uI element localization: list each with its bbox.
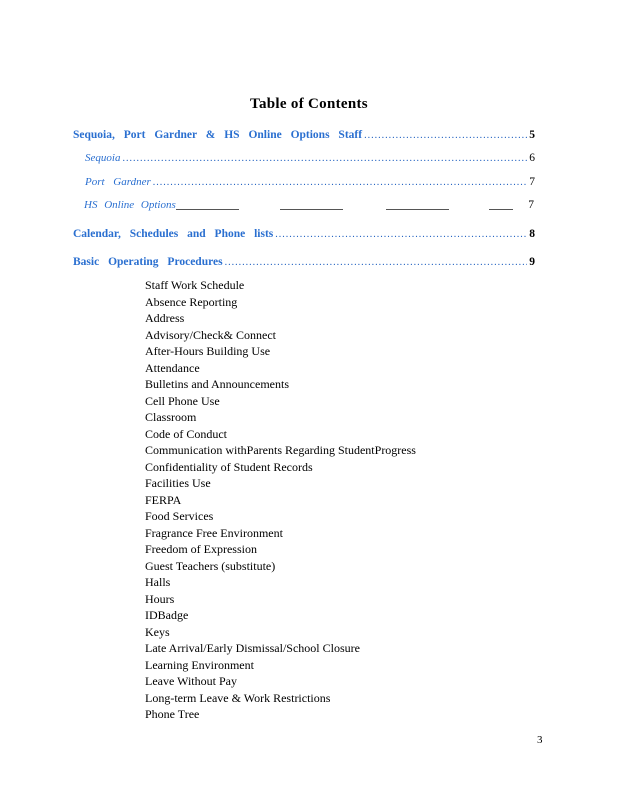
list-item-label: Late Arrival/Early Dismissal/School Closure: [145, 641, 360, 655]
list-item: [128, 607, 416, 624]
list-item-label: Communication withParents Regarding StudentProgress: [145, 443, 416, 457]
list-item: [128, 541, 416, 558]
list-item: [128, 706, 416, 723]
list-item-label: After-Hours Building Use: [145, 344, 271, 358]
list-item: [128, 327, 416, 344]
list-item-label: Attendance: [145, 360, 200, 375]
list-item: [128, 376, 416, 393]
list-item-label: Long-term Leave & Work Restrictions: [145, 690, 331, 705]
procedures-list: [128, 277, 416, 723]
toc-entry-calendar[interactable]: [73, 228, 535, 240]
toc-leader: [122, 153, 527, 164]
list-item-label: Code of Conduct: [145, 426, 227, 441]
toc-entry-staff[interactable]: [73, 129, 535, 141]
toc-leader: [153, 177, 527, 188]
toc-entry-hs-online[interactable]: [84, 199, 534, 219]
list-item: [128, 508, 416, 525]
toc-leader: [489, 209, 513, 210]
list-item: [128, 574, 416, 591]
list-item-label: Bulletins and Announcements: [145, 377, 289, 391]
list-item: [128, 343, 416, 360]
list-item-label: Halls: [145, 575, 171, 589]
list-item-label: FERPA: [145, 492, 182, 507]
list-item-label: Facilities Use: [145, 476, 211, 490]
list-item: [128, 591, 416, 608]
toc-entry-label: Basic Operating Procedures: [73, 256, 223, 268]
page-title: Table of Contents: [250, 96, 368, 112]
toc-page-number: 8: [529, 228, 535, 240]
list-item-label: Cell Phone Use: [145, 393, 220, 408]
toc-entry-label: Calendar, Schedules and Phone lists: [73, 228, 274, 240]
toc-leader: [386, 209, 449, 210]
list-item-label: Keys: [145, 624, 170, 639]
list-item-label: Guest Teachers (substitute): [145, 558, 276, 573]
list-item-label: Freedom of Expression: [145, 542, 257, 556]
list-item-label: Confidentiality of Student Records: [145, 459, 313, 474]
list-item: [128, 360, 416, 377]
list-item: [128, 657, 416, 674]
list-item-label: Learning Environment: [145, 657, 254, 672]
list-item-label: Absence Reporting: [145, 294, 238, 309]
list-item-label: Classroom: [145, 410, 197, 424]
list-item: [128, 409, 416, 426]
list-item: [128, 277, 416, 294]
toc-entry-label: Sequoia, Port Gardner & HS Online Options Staff: [73, 129, 363, 141]
list-item: [128, 393, 416, 410]
list-item-label: Address: [145, 311, 185, 325]
toc-leader: [280, 209, 343, 210]
list-item: [128, 442, 416, 459]
list-item-label: IDBadge: [145, 608, 189, 622]
toc-entry-port-gardner[interactable]: [85, 176, 535, 188]
list-item-label: Food Services: [145, 509, 214, 523]
toc-page-number: 5: [529, 129, 535, 141]
list-item: [128, 294, 416, 311]
list-item: [128, 673, 416, 690]
list-item-label: Staff Work Schedule: [145, 278, 245, 292]
toc-entry-label: HS Online Options: [84, 199, 176, 211]
list-item: [128, 640, 416, 657]
toc-leader: [176, 209, 239, 210]
toc-page-number: 9: [529, 256, 535, 268]
toc-entry-sequoia[interactable]: [85, 152, 535, 164]
toc-entry-basic-operating[interactable]: [73, 256, 535, 268]
list-item-label: Advisory/Check& Connect: [145, 327, 276, 342]
list-item-label: Fragrance Free Environment: [145, 525, 283, 540]
toc-leader: [225, 257, 528, 268]
list-item-label: Phone Tree: [145, 707, 200, 721]
list-item: [128, 624, 416, 641]
list-item-label: Leave Without Pay: [145, 674, 237, 688]
toc-leader: [364, 130, 527, 141]
list-item: [128, 525, 416, 542]
list-item: [128, 310, 416, 327]
page-number: 3: [537, 734, 543, 746]
toc-page-number: 7: [528, 199, 534, 211]
toc-page-number: 6: [529, 152, 535, 164]
list-item: [128, 690, 416, 707]
list-item: [128, 426, 416, 443]
toc-leader: [275, 229, 527, 240]
list-item: [128, 492, 416, 509]
toc-entry-label: Port Gardner: [85, 176, 151, 188]
list-item: [128, 558, 416, 575]
list-item: [128, 475, 416, 492]
toc-entry-label: Sequoia: [85, 152, 121, 164]
list-item-label: Hours: [145, 591, 175, 606]
toc-page-number: 7: [529, 176, 535, 188]
list-item: [128, 459, 416, 476]
